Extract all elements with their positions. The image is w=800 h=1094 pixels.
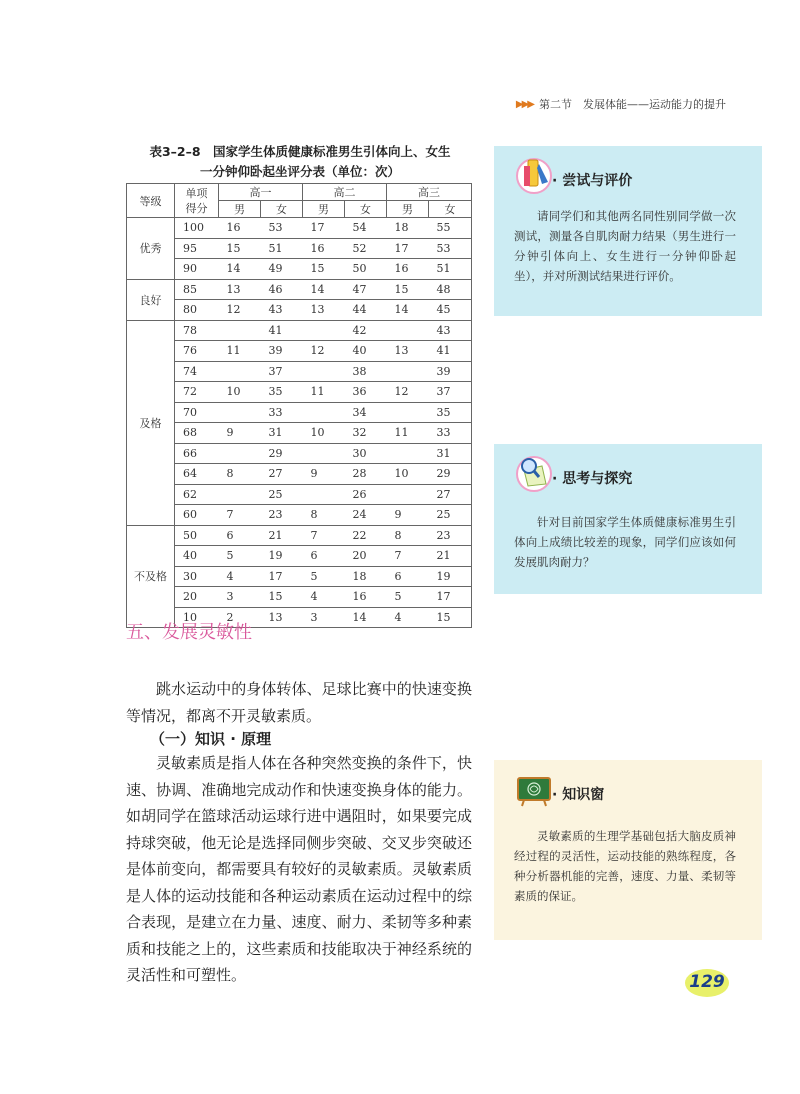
count-cell: 21 [429, 546, 472, 567]
score-cell: 78 [175, 320, 219, 341]
count-cell: 4 [387, 607, 429, 628]
page-number [683, 967, 731, 999]
table-row [127, 279, 472, 300]
count-cell: 4 [303, 587, 345, 608]
count-cell: 3 [219, 587, 261, 608]
score-cell: 95 [175, 238, 219, 259]
count-cell: 10 [219, 382, 261, 403]
score-cell: 66 [175, 443, 219, 464]
count-cell: 24 [345, 505, 387, 526]
grade-cell: 良好 [127, 279, 175, 320]
count-cell: 12 [219, 300, 261, 321]
table-row [127, 300, 472, 321]
count-cell: 28 [345, 464, 387, 485]
sub-heading: （一）知识 · 原理 [150, 730, 272, 748]
table-row [127, 238, 472, 259]
count-cell: 53 [261, 218, 303, 239]
grade-cell: 及格 [127, 320, 175, 525]
score-cell: 74 [175, 361, 219, 382]
count-cell: 8 [387, 525, 429, 546]
count-cell: 41 [261, 320, 303, 341]
blackboard-icon [512, 768, 556, 808]
count-cell: 36 [345, 382, 387, 403]
count-cell: 18 [387, 218, 429, 239]
table-head-sex: 女 [345, 201, 387, 218]
count-cell: 3 [303, 607, 345, 628]
count-cell: 31 [261, 423, 303, 444]
count-cell: 8 [219, 464, 261, 485]
count-cell: 16 [219, 218, 261, 239]
count-cell: 14 [345, 607, 387, 628]
grade-cell: 优秀 [127, 218, 175, 280]
page-number-text: 129 [689, 972, 725, 992]
count-cell: 29 [261, 443, 303, 464]
try-evaluate-title: · 尝试与评价 [552, 173, 633, 189]
count-cell: 35 [429, 402, 472, 423]
count-cell: 37 [261, 361, 303, 382]
count-cell [303, 320, 345, 341]
table-head-sex: 男 [219, 201, 261, 218]
header-arrows-icon: ▶▶▶ [515, 98, 533, 110]
count-cell: 40 [345, 341, 387, 362]
count-cell [387, 320, 429, 341]
table-row [127, 423, 472, 444]
table-row [127, 361, 472, 382]
score-table [126, 183, 472, 628]
grade-cell: 不及格 [127, 525, 175, 628]
count-cell: 41 [429, 341, 472, 362]
count-cell: 11 [219, 341, 261, 362]
table-head-score-line2: 得分 [185, 201, 208, 215]
score-cell: 72 [175, 382, 219, 403]
table-row [127, 464, 472, 485]
knowledge-window-body: 灵敏素质的生理学基础包括大脑皮质神经过程的灵活性，运动技能的熟练程度，各种分析器机能的完善，速度、力量、柔韧等素质的保证。 [514, 829, 736, 903]
count-cell: 27 [261, 464, 303, 485]
count-cell: 53 [429, 238, 472, 259]
count-cell: 45 [429, 300, 472, 321]
count-cell: 12 [303, 341, 345, 362]
count-cell: 19 [429, 566, 472, 587]
table-row [127, 259, 472, 280]
count-cell: 17 [387, 238, 429, 259]
table-row [127, 218, 472, 239]
header-text: 第二节 发展体能——运动能力的提升 [539, 98, 726, 111]
count-cell: 16 [303, 238, 345, 259]
count-cell: 49 [261, 259, 303, 280]
count-cell [219, 443, 261, 464]
count-cell [219, 402, 261, 423]
table-row [127, 341, 472, 362]
count-cell: 39 [429, 361, 472, 382]
table-row [127, 525, 472, 546]
score-cell: 76 [175, 341, 219, 362]
try-evaluate-body: 请同学们和其他两名同性别同学做一次测试，测量各自肌肉耐力结果（男生进行一分钟引体向上、女生进行一分钟仰卧起坐），并对所测试结果进行评价。 [514, 209, 736, 283]
count-cell: 33 [429, 423, 472, 444]
count-cell: 5 [303, 566, 345, 587]
count-cell [219, 361, 261, 382]
count-cell: 35 [261, 382, 303, 403]
section-intro: 跳水运动中的身体转体、足球比赛中的快速变换等情况，都离不开灵敏素质。 [126, 680, 472, 725]
table-head-sex: 男 [303, 201, 345, 218]
table-head-sex: 男 [387, 201, 429, 218]
count-cell: 16 [387, 259, 429, 280]
count-cell: 4 [219, 566, 261, 587]
count-cell: 42 [345, 320, 387, 341]
count-cell [303, 443, 345, 464]
think-and-explore-box [494, 444, 762, 594]
table-head-sex: 女 [261, 201, 303, 218]
table-caption-line2: 一分钟仰卧起坐评分表（单位：次） [199, 164, 400, 179]
table-row [127, 546, 472, 567]
try-and-evaluate-box [494, 146, 762, 316]
count-cell: 23 [261, 505, 303, 526]
score-cell: 90 [175, 259, 219, 280]
running-header [516, 96, 726, 112]
count-cell: 9 [219, 423, 261, 444]
count-cell: 17 [429, 587, 472, 608]
count-cell: 25 [261, 484, 303, 505]
count-cell: 18 [345, 566, 387, 587]
table-row [127, 484, 472, 505]
count-cell: 12 [387, 382, 429, 403]
count-cell: 43 [261, 300, 303, 321]
score-cell: 100 [175, 218, 219, 239]
count-cell: 19 [261, 546, 303, 567]
count-cell: 10 [303, 423, 345, 444]
table-head-group: 高二 [303, 184, 387, 201]
count-cell: 15 [429, 607, 472, 628]
count-cell [303, 484, 345, 505]
count-cell: 37 [429, 382, 472, 403]
count-cell: 13 [303, 300, 345, 321]
count-cell: 14 [219, 259, 261, 280]
think-explore-title: · 思考与探究 [552, 471, 633, 487]
score-cell: 10 [175, 607, 219, 628]
table-head-sex: 女 [429, 201, 472, 218]
table-head-score-line1: 单项 [185, 186, 208, 200]
count-cell: 13 [387, 341, 429, 362]
count-cell: 14 [387, 300, 429, 321]
score-cell: 68 [175, 423, 219, 444]
count-cell [219, 484, 261, 505]
count-cell: 38 [345, 361, 387, 382]
count-cell: 13 [261, 607, 303, 628]
count-cell: 6 [303, 546, 345, 567]
section-body: 灵敏素质是指人体在各种突然变换的条件下，快速、协调、准确地完成动作和快速变换身体的能力。如胡同学在篮球活动运球行进中遇阻时，如果要完成持球突破，他无论是选择同侧步突破、交叉步突破还是体前变向，都需要具有较好的灵敏素质。灵敏素质是人体的运动技能和各种运动素质在运动过程中的综合表现，是建立在力量、速度、耐力、柔韧等多种素质和技能之上的，这些素质和技能取决于神经系统的灵活性和可塑性。 [126, 754, 472, 984]
score-cell: 60 [175, 505, 219, 526]
count-cell: 43 [429, 320, 472, 341]
count-cell: 9 [387, 505, 429, 526]
count-cell: 17 [303, 218, 345, 239]
table-caption-line1: 表3–2–8 国家学生体质健康标准男生引体向上、女生 [149, 144, 451, 159]
count-cell: 25 [429, 505, 472, 526]
count-cell: 29 [429, 464, 472, 485]
magnifier-book-icon [512, 452, 556, 492]
count-cell: 7 [387, 546, 429, 567]
knowledge-window-title: · 知识窗 [552, 787, 605, 803]
count-cell: 23 [429, 525, 472, 546]
count-cell: 9 [303, 464, 345, 485]
table-row [127, 566, 472, 587]
table-row [127, 443, 472, 464]
count-cell: 55 [429, 218, 472, 239]
count-cell: 51 [261, 238, 303, 259]
count-cell: 30 [345, 443, 387, 464]
count-cell: 39 [261, 341, 303, 362]
count-cell: 2 [219, 607, 261, 628]
count-cell: 14 [303, 279, 345, 300]
table-head-group: 高一 [219, 184, 303, 201]
score-cell: 64 [175, 464, 219, 485]
score-cell: 80 [175, 300, 219, 321]
count-cell [303, 361, 345, 382]
count-cell: 5 [219, 546, 261, 567]
count-cell: 10 [387, 464, 429, 485]
section-title: 五、发展灵敏性 [126, 622, 252, 643]
count-cell: 50 [345, 259, 387, 280]
count-cell: 6 [387, 566, 429, 587]
score-cell: 40 [175, 546, 219, 567]
count-cell [387, 443, 429, 464]
count-cell: 21 [261, 525, 303, 546]
count-cell: 8 [303, 505, 345, 526]
count-cell: 15 [303, 259, 345, 280]
table-head-grade: 等级 [127, 184, 175, 218]
count-cell: 6 [219, 525, 261, 546]
count-cell: 51 [429, 259, 472, 280]
count-cell: 31 [429, 443, 472, 464]
count-cell: 16 [345, 587, 387, 608]
count-cell: 11 [303, 382, 345, 403]
count-cell: 33 [261, 402, 303, 423]
count-cell [387, 361, 429, 382]
table-row [127, 382, 472, 403]
count-cell: 17 [261, 566, 303, 587]
count-cell: 13 [219, 279, 261, 300]
count-cell: 26 [345, 484, 387, 505]
count-cell: 48 [429, 279, 472, 300]
count-cell [387, 402, 429, 423]
count-cell: 22 [345, 525, 387, 546]
table-head-score [175, 184, 219, 218]
count-cell: 11 [387, 423, 429, 444]
score-cell: 85 [175, 279, 219, 300]
table-row [127, 505, 472, 526]
score-cell: 30 [175, 566, 219, 587]
count-cell: 34 [345, 402, 387, 423]
knowledge-window-box [494, 760, 762, 940]
count-cell [387, 484, 429, 505]
count-cell: 15 [219, 238, 261, 259]
count-cell [219, 320, 261, 341]
try-evaluate-icon [512, 154, 556, 194]
count-cell: 7 [303, 525, 345, 546]
table-row [127, 402, 472, 423]
count-cell: 54 [345, 218, 387, 239]
count-cell: 20 [345, 546, 387, 567]
count-cell: 15 [387, 279, 429, 300]
count-cell: 27 [429, 484, 472, 505]
count-cell: 32 [345, 423, 387, 444]
table-row [127, 320, 472, 341]
count-cell: 46 [261, 279, 303, 300]
score-cell: 20 [175, 587, 219, 608]
count-cell: 52 [345, 238, 387, 259]
table-row [127, 587, 472, 608]
count-cell [303, 402, 345, 423]
table-head-group: 高三 [387, 184, 472, 201]
count-cell: 47 [345, 279, 387, 300]
count-cell: 44 [345, 300, 387, 321]
score-cell: 50 [175, 525, 219, 546]
think-explore-body: 针对目前国家学生体质健康标准男生引体向上成绩比较差的现象，同学们应该如何发展肌肉耐力？ [514, 515, 736, 569]
score-cell: 62 [175, 484, 219, 505]
table-body [127, 218, 472, 628]
count-cell: 15 [261, 587, 303, 608]
score-cell: 70 [175, 402, 219, 423]
count-cell: 7 [219, 505, 261, 526]
count-cell: 5 [387, 587, 429, 608]
